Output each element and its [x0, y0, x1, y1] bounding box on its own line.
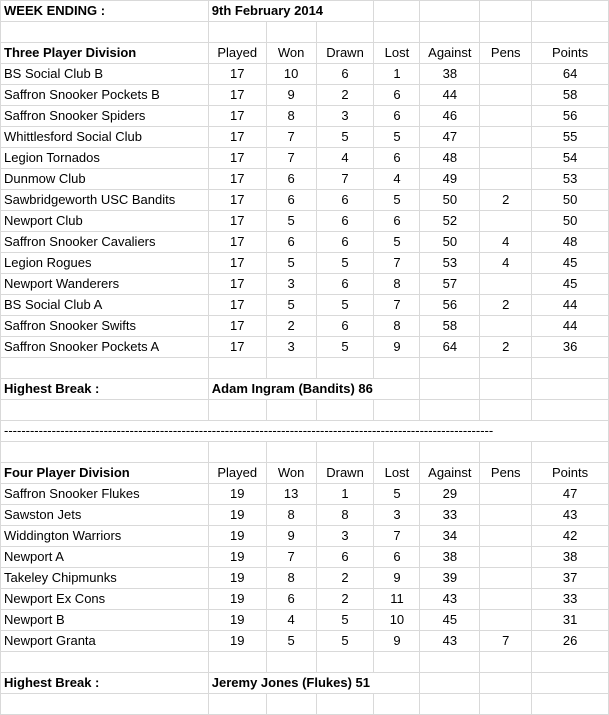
- team-name-cell[interactable]: BS Social Club A: [1, 295, 209, 316]
- column-header-lost[interactable]: Lost: [374, 43, 420, 64]
- stat-cell-lost[interactable]: 11: [374, 589, 420, 610]
- empty-cell[interactable]: [420, 442, 480, 463]
- stat-cell-lost[interactable]: 6: [374, 547, 420, 568]
- stat-cell-pens[interactable]: 4: [480, 253, 532, 274]
- stat-cell-won[interactable]: 9: [266, 526, 316, 547]
- empty-cell[interactable]: [316, 22, 374, 43]
- stat-cell-won[interactable]: 8: [266, 568, 316, 589]
- empty-cell[interactable]: [532, 1, 609, 22]
- highest-break-value[interactable]: Jeremy Jones (Flukes) 51: [208, 673, 420, 694]
- stat-cell-lost[interactable]: 1: [374, 64, 420, 85]
- empty-cell[interactable]: [420, 358, 480, 379]
- empty-cell[interactable]: [480, 1, 532, 22]
- stat-cell-against[interactable]: 64: [420, 337, 480, 358]
- stat-cell-against[interactable]: 52: [420, 211, 480, 232]
- column-header-won[interactable]: Won: [266, 463, 316, 484]
- stat-cell-won[interactable]: 2: [266, 316, 316, 337]
- column-header-played[interactable]: Played: [208, 43, 266, 64]
- stat-cell-points[interactable]: 45: [532, 253, 609, 274]
- stat-cell-won[interactable]: 7: [266, 148, 316, 169]
- division-title[interactable]: Three Player Division: [1, 43, 209, 64]
- empty-cell[interactable]: [420, 652, 480, 673]
- team-name-cell[interactable]: Newport Wanderers: [1, 274, 209, 295]
- stat-cell-played[interactable]: 17: [208, 169, 266, 190]
- stat-cell-lost[interactable]: 7: [374, 526, 420, 547]
- stat-cell-lost[interactable]: 9: [374, 568, 420, 589]
- table-row: [1, 589, 609, 610]
- stat-cell-drawn[interactable]: 6: [316, 274, 374, 295]
- stat-cell-against[interactable]: 56: [420, 295, 480, 316]
- empty-cell[interactable]: [480, 358, 532, 379]
- table-row: [1, 631, 609, 652]
- stat-cell-won[interactable]: 3: [266, 337, 316, 358]
- table-row: [1, 232, 609, 253]
- empty-cell[interactable]: [1, 442, 209, 463]
- stat-cell-drawn[interactable]: 5: [316, 337, 374, 358]
- stat-cell-played[interactable]: 17: [208, 127, 266, 148]
- team-name-cell[interactable]: Saffron Snooker Spiders: [1, 106, 209, 127]
- empty-cell[interactable]: [266, 22, 316, 43]
- stat-cell-points[interactable]: 43: [532, 505, 609, 526]
- table-row: [1, 190, 609, 211]
- stat-cell-played[interactable]: 17: [208, 64, 266, 85]
- empty-cell[interactable]: [1, 22, 209, 43]
- week-ending-row: [1, 1, 609, 22]
- stat-cell-played[interactable]: 19: [208, 589, 266, 610]
- stat-cell-played[interactable]: 17: [208, 148, 266, 169]
- stat-cell-won[interactable]: 5: [266, 211, 316, 232]
- table-row: [1, 169, 609, 190]
- team-name-cell[interactable]: Legion Rogues: [1, 253, 209, 274]
- stat-cell-against[interactable]: 50: [420, 232, 480, 253]
- blank-row: [1, 652, 609, 673]
- stat-cell-pens[interactable]: 2: [480, 190, 532, 211]
- stat-cell-won[interactable]: 6: [266, 190, 316, 211]
- stat-cell-against[interactable]: 29: [420, 484, 480, 505]
- empty-cell[interactable]: [374, 358, 420, 379]
- empty-cell[interactable]: [480, 22, 532, 43]
- stat-cell-drawn[interactable]: 7: [316, 169, 374, 190]
- stat-cell-pens[interactable]: [480, 85, 532, 106]
- division-header-row: [1, 463, 609, 484]
- stat-cell-lost[interactable]: 8: [374, 274, 420, 295]
- stat-cell-against[interactable]: 47: [420, 127, 480, 148]
- empty-cell[interactable]: [374, 22, 420, 43]
- stat-cell-played[interactable]: 17: [208, 106, 266, 127]
- stat-cell-won[interactable]: 7: [266, 547, 316, 568]
- stat-cell-lost[interactable]: 6: [374, 148, 420, 169]
- stat-cell-drawn[interactable]: 6: [316, 64, 374, 85]
- blank-row: [1, 22, 609, 43]
- stat-cell-lost[interactable]: 5: [374, 484, 420, 505]
- stat-cell-won[interactable]: 9: [266, 85, 316, 106]
- team-name-cell[interactable]: Legion Tornados: [1, 148, 209, 169]
- stat-cell-won[interactable]: 6: [266, 232, 316, 253]
- empty-cell[interactable]: [374, 400, 420, 421]
- stat-cell-drawn[interactable]: 6: [316, 316, 374, 337]
- team-name-cell[interactable]: Newport A: [1, 547, 209, 568]
- empty-cell[interactable]: [316, 400, 374, 421]
- stat-cell-pens[interactable]: [480, 505, 532, 526]
- stat-cell-pens[interactable]: [480, 316, 532, 337]
- stat-cell-against[interactable]: 38: [420, 64, 480, 85]
- column-header-against[interactable]: Against: [420, 43, 480, 64]
- stat-cell-points[interactable]: 31: [532, 610, 609, 631]
- stat-cell-drawn[interactable]: 5: [316, 631, 374, 652]
- team-name-cell[interactable]: Takeley Chipmunks: [1, 568, 209, 589]
- stat-cell-pens[interactable]: [480, 547, 532, 568]
- table-row: [1, 610, 609, 631]
- empty-cell[interactable]: [208, 400, 266, 421]
- stat-cell-points[interactable]: 38: [532, 547, 609, 568]
- stat-cell-pens[interactable]: 2: [480, 295, 532, 316]
- stat-cell-drawn[interactable]: 6: [316, 211, 374, 232]
- stat-cell-drawn[interactable]: 3: [316, 526, 374, 547]
- stat-cell-against[interactable]: 43: [420, 589, 480, 610]
- table-row: [1, 484, 609, 505]
- column-header-pens[interactable]: Pens: [480, 43, 532, 64]
- stat-cell-drawn[interactable]: 2: [316, 589, 374, 610]
- stat-cell-lost[interactable]: 7: [374, 253, 420, 274]
- empty-cell[interactable]: [532, 652, 609, 673]
- empty-cell[interactable]: [420, 400, 480, 421]
- week-ending-date[interactable]: 9th February 2014: [208, 1, 374, 22]
- stat-cell-lost[interactable]: 8: [374, 316, 420, 337]
- stat-cell-drawn[interactable]: 1: [316, 484, 374, 505]
- table-row: [1, 64, 609, 85]
- stat-cell-against[interactable]: 57: [420, 274, 480, 295]
- empty-cell[interactable]: [480, 442, 532, 463]
- team-name-cell[interactable]: Newport B: [1, 610, 209, 631]
- stat-cell-drawn[interactable]: 6: [316, 547, 374, 568]
- stat-cell-won[interactable]: 6: [266, 169, 316, 190]
- stat-cell-against[interactable]: 48: [420, 148, 480, 169]
- stat-cell-points[interactable]: 36: [532, 337, 609, 358]
- stat-cell-drawn[interactable]: 5: [316, 127, 374, 148]
- empty-cell[interactable]: [420, 1, 480, 22]
- stat-cell-points[interactable]: 53: [532, 169, 609, 190]
- stat-cell-points[interactable]: 44: [532, 316, 609, 337]
- empty-cell[interactable]: [266, 442, 316, 463]
- empty-cell[interactable]: [532, 442, 609, 463]
- stat-cell-against[interactable]: 50: [420, 190, 480, 211]
- stat-cell-against[interactable]: 33: [420, 505, 480, 526]
- stat-cell-played[interactable]: 19: [208, 568, 266, 589]
- stat-cell-against[interactable]: 49: [420, 169, 480, 190]
- stat-cell-played[interactable]: 19: [208, 631, 266, 652]
- stat-cell-against[interactable]: 44: [420, 85, 480, 106]
- stat-cell-lost[interactable]: 3: [374, 505, 420, 526]
- stat-cell-drawn[interactable]: 5: [316, 253, 374, 274]
- stat-cell-points[interactable]: 55: [532, 127, 609, 148]
- stat-cell-won[interactable]: 3: [266, 274, 316, 295]
- team-name-cell[interactable]: BS Social Club B: [1, 64, 209, 85]
- stat-cell-played[interactable]: 17: [208, 232, 266, 253]
- table-row: [1, 337, 609, 358]
- stat-cell-pens[interactable]: [480, 106, 532, 127]
- stat-cell-lost[interactable]: 6: [374, 106, 420, 127]
- stat-cell-pens[interactable]: [480, 526, 532, 547]
- stat-cell-played[interactable]: 19: [208, 547, 266, 568]
- table-row: [1, 106, 609, 127]
- column-header-lost[interactable]: Lost: [374, 463, 420, 484]
- stat-cell-pens[interactable]: [480, 64, 532, 85]
- stat-cell-against[interactable]: 39: [420, 568, 480, 589]
- empty-cell[interactable]: [532, 379, 609, 400]
- column-header-drawn[interactable]: Drawn: [316, 463, 374, 484]
- stat-cell-against[interactable]: 38: [420, 547, 480, 568]
- empty-cell[interactable]: [316, 358, 374, 379]
- team-name-cell[interactable]: Saffron Snooker Pockets B: [1, 85, 209, 106]
- stat-cell-played[interactable]: 19: [208, 484, 266, 505]
- stat-cell-won[interactable]: 6: [266, 589, 316, 610]
- stat-cell-pens[interactable]: [480, 610, 532, 631]
- empty-cell[interactable]: [1, 652, 209, 673]
- team-name-cell[interactable]: Whittlesford Social Club: [1, 127, 209, 148]
- team-name-cell[interactable]: Widdington Warriors: [1, 526, 209, 547]
- stat-cell-drawn[interactable]: 5: [316, 295, 374, 316]
- stat-cell-lost[interactable]: 7: [374, 295, 420, 316]
- stat-cell-against[interactable]: 53: [420, 253, 480, 274]
- stat-cell-played[interactable]: 17: [208, 295, 266, 316]
- stat-cell-won[interactable]: 5: [266, 253, 316, 274]
- division-header-row: [1, 43, 609, 64]
- stat-cell-pens[interactable]: [480, 274, 532, 295]
- stat-cell-won[interactable]: 4: [266, 610, 316, 631]
- stat-cell-lost[interactable]: 9: [374, 337, 420, 358]
- stat-cell-played[interactable]: 19: [208, 526, 266, 547]
- stat-cell-played[interactable]: 17: [208, 211, 266, 232]
- team-name-cell[interactable]: Dunmow Club: [1, 169, 209, 190]
- stat-cell-lost[interactable]: 4: [374, 169, 420, 190]
- stat-cell-lost[interactable]: 5: [374, 190, 420, 211]
- empty-cell[interactable]: [532, 22, 609, 43]
- stat-cell-played[interactable]: 19: [208, 505, 266, 526]
- team-name-cell[interactable]: Saffron Snooker Flukes: [1, 484, 209, 505]
- table-row: [1, 253, 609, 274]
- table-row: [1, 295, 609, 316]
- blank-row: [1, 400, 609, 421]
- empty-cell[interactable]: [208, 358, 266, 379]
- stat-cell-drawn[interactable]: 2: [316, 85, 374, 106]
- stat-cell-points[interactable]: 26: [532, 631, 609, 652]
- stat-cell-pens[interactable]: [480, 568, 532, 589]
- team-name-cell[interactable]: Sawbridgeworth USC Bandits: [1, 190, 209, 211]
- empty-cell[interactable]: [374, 652, 420, 673]
- blank-row: [1, 358, 609, 379]
- stat-cell-pens[interactable]: 7: [480, 631, 532, 652]
- table-row: [1, 526, 609, 547]
- table-row: [1, 505, 609, 526]
- table-row: [1, 568, 609, 589]
- column-header-won[interactable]: Won: [266, 43, 316, 64]
- stat-cell-pens[interactable]: [480, 589, 532, 610]
- empty-cell[interactable]: [208, 652, 266, 673]
- team-name-cell[interactable]: Newport Granta: [1, 631, 209, 652]
- empty-cell[interactable]: [532, 673, 609, 694]
- highest-break-row: [1, 673, 609, 694]
- table-row: [1, 85, 609, 106]
- blank-row: [1, 442, 609, 463]
- team-name-cell[interactable]: Sawston Jets: [1, 505, 209, 526]
- stat-cell-pens[interactable]: 2: [480, 337, 532, 358]
- stat-cell-won[interactable]: 8: [266, 106, 316, 127]
- stat-cell-points[interactable]: 64: [532, 64, 609, 85]
- team-name-cell[interactable]: Saffron Snooker Swifts: [1, 316, 209, 337]
- stat-cell-played[interactable]: 17: [208, 190, 266, 211]
- stat-cell-drawn[interactable]: 6: [316, 232, 374, 253]
- highest-break-label[interactable]: Highest Break :: [1, 379, 209, 400]
- stat-cell-won[interactable]: 10: [266, 64, 316, 85]
- stat-cell-points[interactable]: 33: [532, 589, 609, 610]
- empty-cell[interactable]: [1, 400, 209, 421]
- empty-cell[interactable]: [420, 379, 480, 400]
- stat-cell-against[interactable]: 46: [420, 106, 480, 127]
- stat-cell-points[interactable]: 48: [532, 232, 609, 253]
- empty-cell[interactable]: [266, 358, 316, 379]
- column-header-points[interactable]: Points: [532, 43, 609, 64]
- highest-break-row: [1, 379, 609, 400]
- empty-cell[interactable]: [266, 400, 316, 421]
- stat-cell-lost[interactable]: 6: [374, 85, 420, 106]
- stat-cell-drawn[interactable]: 3: [316, 106, 374, 127]
- empty-cell[interactable]: [266, 652, 316, 673]
- stat-cell-lost[interactable]: 9: [374, 631, 420, 652]
- stat-cell-played[interactable]: 17: [208, 316, 266, 337]
- stat-cell-against[interactable]: 34: [420, 526, 480, 547]
- stat-cell-against[interactable]: 58: [420, 316, 480, 337]
- team-name-cell[interactable]: Saffron Snooker Pockets A: [1, 337, 209, 358]
- stat-cell-played[interactable]: 17: [208, 274, 266, 295]
- stat-cell-lost[interactable]: 5: [374, 232, 420, 253]
- division-title[interactable]: Four Player Division: [1, 463, 209, 484]
- empty-cell[interactable]: [420, 673, 480, 694]
- empty-cell[interactable]: [316, 652, 374, 673]
- stat-cell-drawn[interactable]: 8: [316, 505, 374, 526]
- stat-cell-pens[interactable]: [480, 169, 532, 190]
- separator-line[interactable]: -----------------------------------------------------------------------------------------------------------------: [1, 421, 609, 442]
- stat-cell-points[interactable]: 56: [532, 106, 609, 127]
- table-row: [1, 127, 609, 148]
- column-header-drawn[interactable]: Drawn: [316, 43, 374, 64]
- stat-cell-pens[interactable]: [480, 127, 532, 148]
- table-row: [1, 148, 609, 169]
- stat-cell-won[interactable]: 5: [266, 295, 316, 316]
- stat-cell-pens[interactable]: 4: [480, 232, 532, 253]
- stat-cell-won[interactable]: 13: [266, 484, 316, 505]
- table-row: [1, 316, 609, 337]
- stat-cell-lost[interactable]: 6: [374, 211, 420, 232]
- table-row: [1, 547, 609, 568]
- stat-cell-points[interactable]: 58: [532, 85, 609, 106]
- empty-cell[interactable]: [480, 400, 532, 421]
- column-header-played[interactable]: Played: [208, 463, 266, 484]
- empty-cell[interactable]: [532, 358, 609, 379]
- highest-break-value[interactable]: Adam Ingram (Bandits) 86: [208, 379, 420, 400]
- stat-cell-pens[interactable]: [480, 211, 532, 232]
- team-name-cell[interactable]: Saffron Snooker Cavaliers: [1, 232, 209, 253]
- stat-cell-against[interactable]: 43: [420, 631, 480, 652]
- empty-cell[interactable]: [316, 442, 374, 463]
- stat-cell-points[interactable]: 47: [532, 484, 609, 505]
- team-name-cell[interactable]: Newport Club: [1, 211, 209, 232]
- stat-cell-played[interactable]: 17: [208, 337, 266, 358]
- stat-cell-points[interactable]: 37: [532, 568, 609, 589]
- stat-cell-won[interactable]: 7: [266, 127, 316, 148]
- stat-cell-drawn[interactable]: 2: [316, 568, 374, 589]
- stat-cell-pens[interactable]: [480, 148, 532, 169]
- stat-cell-points[interactable]: 50: [532, 211, 609, 232]
- empty-cell[interactable]: [374, 1, 420, 22]
- stat-cell-lost[interactable]: 10: [374, 610, 420, 631]
- empty-cell[interactable]: [480, 379, 532, 400]
- stat-cell-points[interactable]: 54: [532, 148, 609, 169]
- stat-cell-drawn[interactable]: 4: [316, 148, 374, 169]
- empty-cell[interactable]: [480, 652, 532, 673]
- column-header-pens[interactable]: Pens: [480, 463, 532, 484]
- highest-break-label[interactable]: Highest Break :: [1, 673, 209, 694]
- stat-cell-points[interactable]: 45: [532, 274, 609, 295]
- stat-cell-won[interactable]: 8: [266, 505, 316, 526]
- week-ending-label[interactable]: WEEK ENDING :: [1, 1, 209, 22]
- stat-cell-won[interactable]: 5: [266, 631, 316, 652]
- table-row: [1, 211, 609, 232]
- column-header-against[interactable]: Against: [420, 463, 480, 484]
- stat-cell-played[interactable]: 17: [208, 85, 266, 106]
- empty-cell[interactable]: [208, 442, 266, 463]
- stat-cell-drawn[interactable]: 6: [316, 190, 374, 211]
- empty-cell[interactable]: [532, 400, 609, 421]
- empty-cell[interactable]: [420, 22, 480, 43]
- empty-cell[interactable]: [1, 358, 209, 379]
- stat-cell-points[interactable]: 42: [532, 526, 609, 547]
- empty-cell[interactable]: [374, 442, 420, 463]
- empty-cell[interactable]: [480, 673, 532, 694]
- stat-cell-pens[interactable]: [480, 484, 532, 505]
- stat-cell-played[interactable]: 19: [208, 610, 266, 631]
- column-header-points[interactable]: Points: [532, 463, 609, 484]
- stat-cell-points[interactable]: 50: [532, 190, 609, 211]
- stat-cell-drawn[interactable]: 5: [316, 610, 374, 631]
- separator-row: [1, 421, 609, 442]
- stat-cell-against[interactable]: 45: [420, 610, 480, 631]
- stat-cell-lost[interactable]: 5: [374, 127, 420, 148]
- table-row: [1, 274, 609, 295]
- stat-cell-points[interactable]: 44: [532, 295, 609, 316]
- team-name-cell[interactable]: Newport Ex Cons: [1, 589, 209, 610]
- stat-cell-played[interactable]: 17: [208, 253, 266, 274]
- empty-cell[interactable]: [208, 22, 266, 43]
